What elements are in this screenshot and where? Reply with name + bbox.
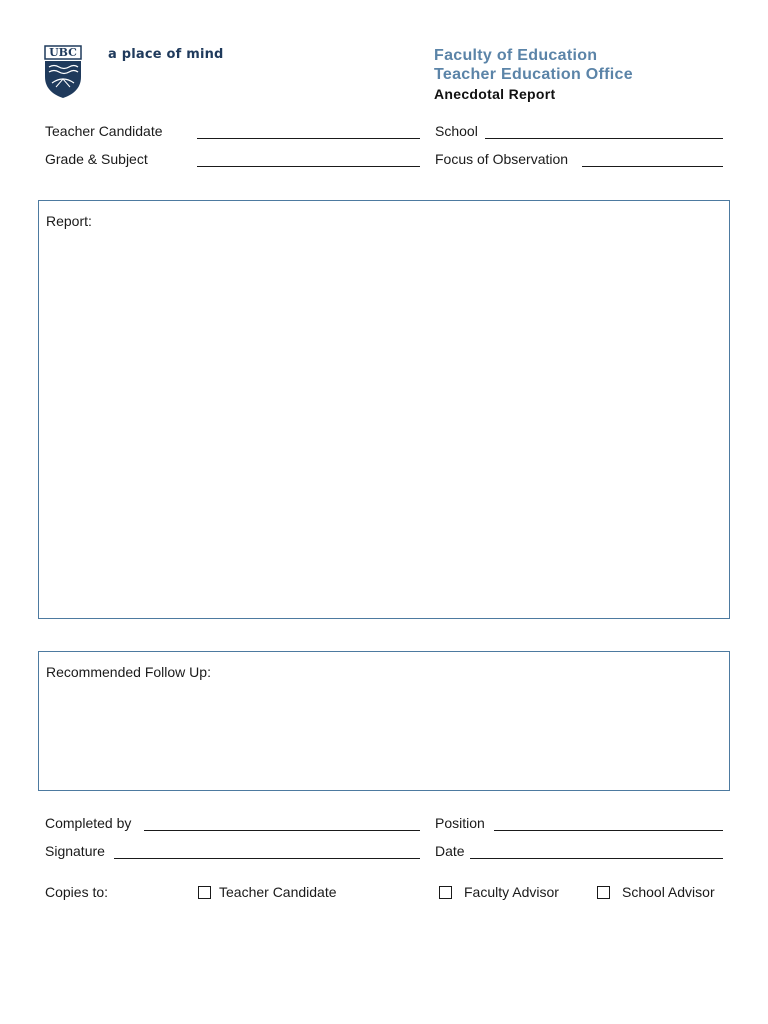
follow-up-box[interactable] (38, 651, 730, 791)
teacher-candidate-field[interactable] (197, 138, 420, 139)
page-title: Anecdotal Report (434, 86, 556, 102)
follow-up-label: Recommended Follow Up: (46, 664, 211, 680)
grade-subject-label: Grade & Subject (45, 151, 148, 167)
report-label: Report: (46, 213, 92, 229)
ubc-logo-text: UBC (49, 46, 77, 59)
checkbox-teacher-candidate[interactable] (198, 886, 211, 899)
signature-field[interactable] (114, 858, 420, 859)
checkbox-faculty-advisor[interactable] (439, 886, 452, 899)
checkbox-teacher-candidate-label: Teacher Candidate (219, 884, 337, 900)
faculty-name: Faculty of Education (434, 47, 598, 64)
teacher-candidate-label: Teacher Candidate (45, 123, 163, 139)
checkbox-school-advisor-label: School Advisor (622, 884, 715, 900)
tagline: a place of mind (108, 47, 224, 62)
copies-label: Copies to: (45, 884, 109, 900)
school-label: School (435, 123, 478, 139)
completed-by-field[interactable] (144, 830, 420, 831)
report-box[interactable] (38, 200, 730, 619)
date-field[interactable] (470, 858, 723, 859)
focus-observation-label: Focus of Observation (435, 151, 569, 167)
position-field[interactable] (494, 830, 723, 831)
office-name: Teacher Education Office (434, 66, 633, 83)
school-field[interactable] (485, 138, 723, 139)
completed-by-label: Completed by (45, 815, 132, 831)
grade-subject-field[interactable] (197, 166, 420, 167)
checkbox-faculty-advisor-label: Faculty Advisor (464, 884, 559, 900)
date-label: Date (435, 843, 465, 859)
ubc-logo (44, 45, 82, 99)
position-label: Position (435, 815, 485, 831)
checkbox-school-advisor[interactable] (597, 886, 610, 899)
focus-observation-field[interactable] (582, 166, 723, 167)
signature-label: Signature (45, 843, 105, 859)
